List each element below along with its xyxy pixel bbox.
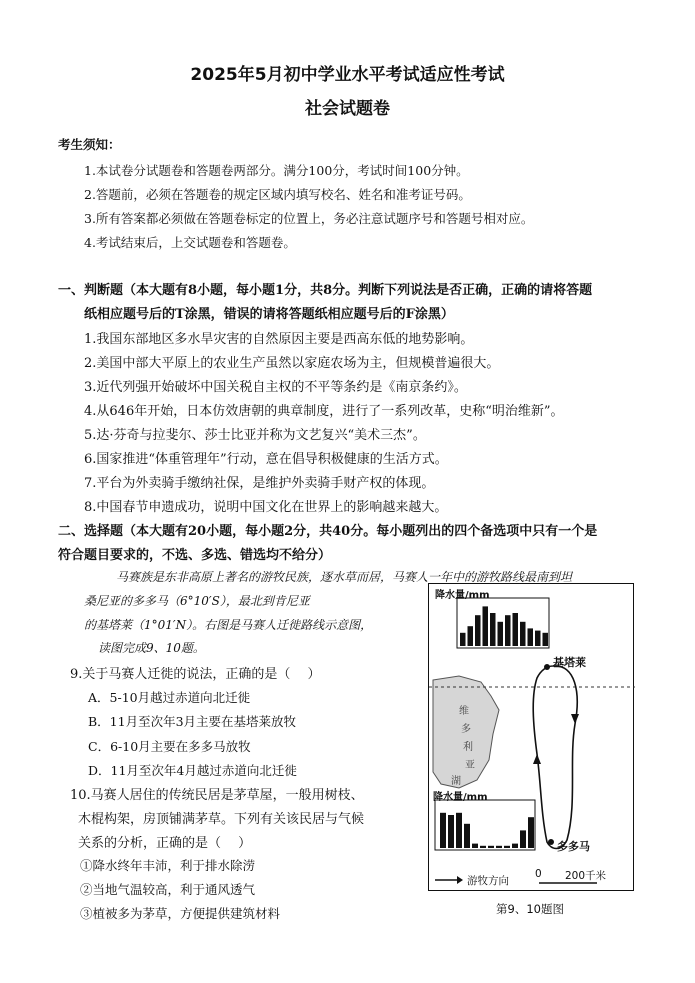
precip-bar xyxy=(440,813,446,848)
precip-bar xyxy=(528,817,534,848)
tf-item: 3.近代列强开始破坏中国关税自主权的不平等条约是《南京条约》。 xyxy=(84,380,467,395)
question-9-option: B．11月至次年3月主要在基塔莱放牧 xyxy=(88,714,297,729)
precip-bar xyxy=(456,813,462,848)
precip-bar xyxy=(460,633,466,646)
lake-label-char: 维 xyxy=(459,706,469,717)
precip-bar xyxy=(498,622,504,646)
section2-header-cont: 符合题目要求的，不选、多选、错选均不给分） xyxy=(58,548,332,563)
precip-bar xyxy=(535,631,541,646)
tf-item: 6.国家推进“体重管理年”行动，意在倡导积极健康的生活方式。 xyxy=(84,452,448,467)
passage-line: 马赛族是东非高原上著名的游牧民族，逐水草而居，马赛人一年中的游牧路线最南到坦 xyxy=(116,570,573,584)
passage-line: 读图完成9、10题。 xyxy=(98,641,205,655)
precip-label-north: 降水量/mm xyxy=(435,590,490,601)
migration-map-figure xyxy=(428,583,634,891)
legend-label: 游牧方向 xyxy=(467,875,509,887)
migration-map xyxy=(429,584,635,892)
precip-bar xyxy=(490,613,496,646)
city-dot-south xyxy=(548,839,554,845)
precip-bar xyxy=(513,613,519,646)
precip-bars-south xyxy=(440,813,534,848)
precip-bar xyxy=(472,844,478,848)
figure-caption: 第9、10题图 xyxy=(496,902,564,916)
precip-bar xyxy=(488,846,494,848)
question-9-option: A．5-10月越过赤道向北迁徙 xyxy=(88,690,251,705)
city-label-kitale: 基塔莱 xyxy=(553,656,586,669)
tf-item: 7.平台为外卖骑手缴纳社保，是维护外卖骑手财产权的体现。 xyxy=(84,476,435,491)
section2-header: 二、选择题（本大题有20小题，每小题2分，共40分。每小题列出的四个备选项中只有一个是 xyxy=(58,524,598,539)
question-10-stem: 10.马赛人居住的传统民居是茅草屋，一般用树枝、 xyxy=(70,788,364,803)
precip-bar xyxy=(504,846,510,848)
question-9-stem: 9.关于马赛人迁徙的说法，正确的是（ ） xyxy=(70,667,321,682)
lake-label-char: 利 xyxy=(463,742,473,753)
exam-subtitle: 社会试题卷 xyxy=(305,99,390,119)
route-arrow xyxy=(533,754,541,764)
tf-item: 8.中国春节申遗成功，说明中国文化在世界上的影响越来越大。 xyxy=(84,500,448,515)
precip-bar xyxy=(448,815,454,848)
tf-item: 5.达·芬奇与拉斐尔、莎士比亚并称为文艺复兴“美术三杰”。 xyxy=(84,428,426,443)
question-10-option: ③植被多为茅草，方便提供建筑材料 xyxy=(80,906,281,921)
precip-bar xyxy=(528,628,534,646)
precip-bar xyxy=(543,633,549,646)
question-10-option: ②当地气温较高，利于通风透气 xyxy=(80,882,256,897)
lake-label-char: 多 xyxy=(461,724,471,735)
question-10-stem-cont: 关系的分析，正确的是（ ） xyxy=(78,836,252,851)
precip-bar xyxy=(520,622,526,646)
precip-bar xyxy=(483,606,489,646)
precip-bar xyxy=(468,626,474,646)
question-9-option: D．11月至次年4月越过赤道向北迁徙 xyxy=(88,763,297,778)
tf-item: 1.我国东部地区多水旱灾害的自然原因主要是西高东低的地势影响。 xyxy=(84,332,474,347)
section1-header: 一、判断题（本大题有8小题，每小题1分，共8分。判断下列说法是否正确，正确的请将答题 xyxy=(58,283,593,298)
passage-line: 的基塔莱（1°01′N）。右图是马赛人迁徙路线示意图， xyxy=(84,618,373,632)
question-10-option: ①降水终年丰沛，利于排水除涝 xyxy=(80,858,256,873)
legend-arrowhead xyxy=(457,876,463,884)
city-dot-north xyxy=(544,664,550,670)
precip-bar xyxy=(505,615,511,646)
precip-bar xyxy=(475,615,481,646)
precip-bar xyxy=(512,844,518,848)
tf-item: 2.美国中部大平原上的农业生产虽然以家庭农场为主，但规模普遍很大。 xyxy=(84,356,500,371)
precip-bar xyxy=(496,846,502,848)
exam-title: 2025年5月初中学业水平考试适应性考试 xyxy=(190,65,505,85)
scale-value: 200千米 xyxy=(565,870,607,882)
passage-line: 桑尼亚的多多马（6°10′S），最北到肯尼亚 xyxy=(84,594,310,608)
section1-header-cont: 纸相应题号后的T涂黑，错误的请将答题纸相应题号后的F涂黑） xyxy=(84,307,454,322)
notice-item: 3.所有答案都必须做在答题卷标定的位置上，务必注意试题序号和答题号相对应。 xyxy=(84,211,534,226)
question-10-stem-cont: 木棍构架，房顶铺满茅草。下列有关该民居与气候 xyxy=(78,812,365,827)
precip-bar xyxy=(520,830,526,848)
scale-zero: 0 xyxy=(535,868,542,880)
precip-bar xyxy=(464,824,470,848)
precip-bar xyxy=(480,846,486,848)
precip-label-south: 降水量/mm xyxy=(433,792,488,803)
city-label-dodoma: 多多马 xyxy=(557,840,590,853)
lake-label-char: 湖 xyxy=(451,776,461,787)
question-9-option: C．6-10月主要在多多马放牧 xyxy=(88,739,251,754)
notice-heading: 考生须知： xyxy=(58,137,121,152)
lake-label-char: 亚 xyxy=(465,760,475,771)
notice-item: 2.答题前，必须在答题卷的规定区域内填写校名、姓名和准考证号码。 xyxy=(84,187,471,202)
migration-route xyxy=(533,666,577,849)
route-arrow xyxy=(571,714,579,724)
notice-item: 4.考试结束后，上交试题卷和答题卷。 xyxy=(84,235,296,250)
tf-item: 4.从646年开始，日本仿效唐朝的典章制度，进行了一系列改革，史称“明治维新”。 xyxy=(84,404,564,419)
precip-bars-north xyxy=(460,606,548,646)
notice-item: 1.本试卷分试题卷和答题卷两部分。满分100分，考试时间100分钟。 xyxy=(84,163,469,178)
